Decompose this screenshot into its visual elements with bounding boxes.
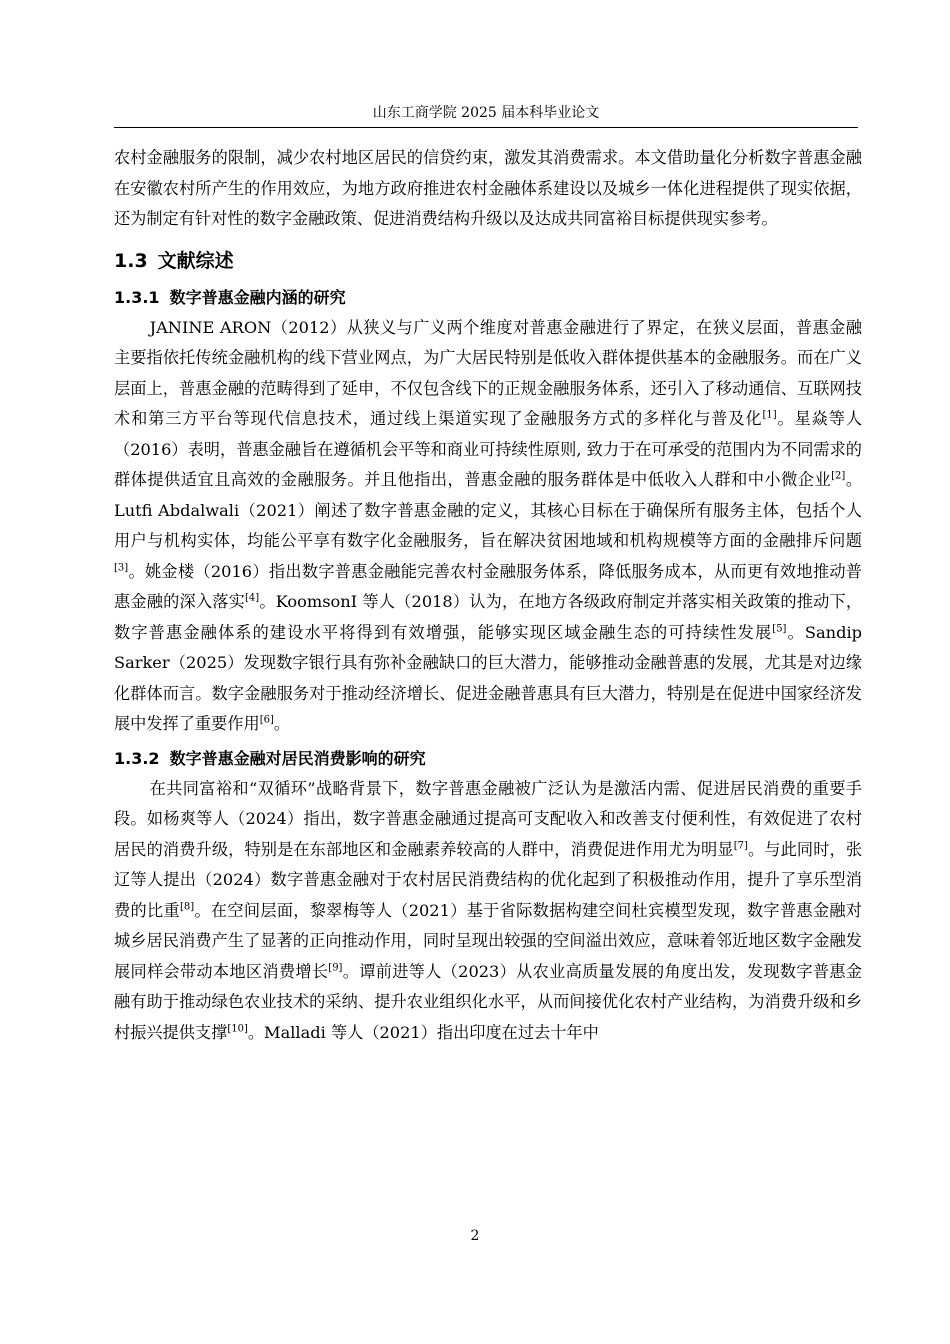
citation-ref: [6] <box>259 714 274 726</box>
text-run: 在共同富裕和“双循环”战略背景下，数字普惠金融被广泛认为是激活内需、促进居民消费的重要手段。如杨爽等人（2024）指出，数字普惠金融通过提高可支配收入和改善支付便利性，有效促进了农村居民的消费升级，特别是在东部地区和金融素养较高的人群中，消费促进作用尤为明显 <box>114 778 862 859</box>
text-run: 。姚金楼（2016）指出数字普惠金融能完善农村金融服务体系，降低服务成本，从而更有效地推动普惠金融的深入落实 <box>114 561 862 611</box>
subsection-title: 数字普惠金融对居民消费影响的研究 <box>169 748 426 768</box>
text-run: 。Lutfi Abdalwali（2021）阐述了数字普惠金融的定义，其核心目标在于确保所有服务主体，包括个人用户与机构实体，均能公平享有数字化金融服务，旨在解决贫困地域和机构规模等方面的金融排斥问题 <box>114 470 863 550</box>
text-run: 。Malladi 等人（2021）指出印度在过去十年中 <box>247 1022 599 1042</box>
citation-ref: [7] <box>733 840 748 852</box>
citation-ref: [3] <box>114 562 129 574</box>
citation-ref: [5] <box>772 623 787 635</box>
text-run: JANINE ARON（2012）从狭义与广义两个维度对普惠金融进行了界定，在狭义层面，普惠金融主要指依托传统金融机构的线下营业网点，为广大居民特别是低收入群体提供基本的金融服务。而在广义层面上，普惠金融的范畴得到了延申，不仅包含线下的正规金融服务体系，还引入了移动通信、互联网技术和第三方平台等现代信息技术，通过线上渠道实现了金融服务方式的多样化与普及化 <box>114 317 862 428</box>
text-run: 。KoomsonI 等人（2018）认为，在地方各级政府制定并落实相关政策的推动下，数字普惠金融体系的建设水平将得到有效增强，能够实现区域金融生态的可持续性发展 <box>114 592 863 642</box>
subsection-number: 1.3.2 <box>114 748 160 768</box>
text-run: 。Sandip Sarker（2025）发现数字银行具有弥补金融缺口的巨大潜力，能够推动金融普惠的发展，尤其是对边缘化群体而言。数字金融服务对于推动经济增长、促进金融普惠具有巨大潜力，特别是在促进中国家经济发展中发挥了重要作用 <box>114 622 862 733</box>
intro-paragraph: 农村金融服务的限制，减少农村地区居民的信贷约束，激发其消费需求。本文借助量化分析数字普惠金融在安徽农村所产生的作用效应，为地方政府推进农村金融体系建设以及城乡一体化进程提供了现实依据，还为制定有针对性的数字金融政策、促进消费结构升级以及达成共同富裕目标提供现实参考。 <box>114 148 862 228</box>
text-run: 。在空间层面，黎翠梅等人（2021）基于省际数据构建空间杜宾模型发现，数字普惠金融对城乡居民消费产生了显著的正向推动作用，同时呈现出较强的空间溢出效应，意味着邻近地区数字金融发展同样会带动本地区消费增长 <box>114 900 862 981</box>
subsection-heading-1-3-1 <box>114 285 862 311</box>
text-run: 。谭前进等人（2023）从农业高质量发展的角度出发，发现数字普惠金融有助于推动绿色农业技术的采纳、提升农业组织化水平，从而间接优化农村产业结构，为消费升级和乡村振兴提供支撑 <box>114 961 862 1042</box>
section-title: 文献综述 <box>157 249 234 272</box>
running-header: 山东工商学院 2025 届本科毕业论文 <box>372 105 600 121</box>
subsection-number: 1.3.1 <box>114 287 160 307</box>
subsection-heading-1-3-2 <box>114 746 862 772</box>
text-run: 。星焱等人（2016）表明，普惠金融旨在遵循机会平等和商业可持续性原则, 致力于在可承受的范围内为不同需求的群体提供适宜且高效的金融服务。并且他指出，普惠金融的服务群体是中低收入人群和中小微企业 <box>114 409 863 489</box>
citation-ref: [8] <box>179 901 195 913</box>
header-divider <box>114 127 858 128</box>
literature-paragraph-consumption <box>114 774 862 1049</box>
subsection-title: 数字普惠金融内涵的研究 <box>169 287 346 307</box>
text-run: 。与此同时，张辽等人提出（2024）数字普惠金融对于农村居民消费结构的优化起到了积极推动作用，提升了享乐型消费的比重 <box>114 839 863 920</box>
citation-ref: [10] <box>227 1023 248 1035</box>
section-heading-1-3 <box>114 247 862 275</box>
citation-ref: [1] <box>762 409 777 421</box>
text-run: 。 <box>273 714 291 733</box>
page-body <box>114 143 862 1048</box>
section-number: 1.3 <box>114 249 148 272</box>
page-number: 2 <box>470 1228 480 1244</box>
citation-ref: [9] <box>328 962 343 974</box>
literature-paragraph-definition <box>114 313 862 740</box>
citation-ref: [2] <box>831 470 846 482</box>
citation-ref: [4] <box>244 592 260 604</box>
